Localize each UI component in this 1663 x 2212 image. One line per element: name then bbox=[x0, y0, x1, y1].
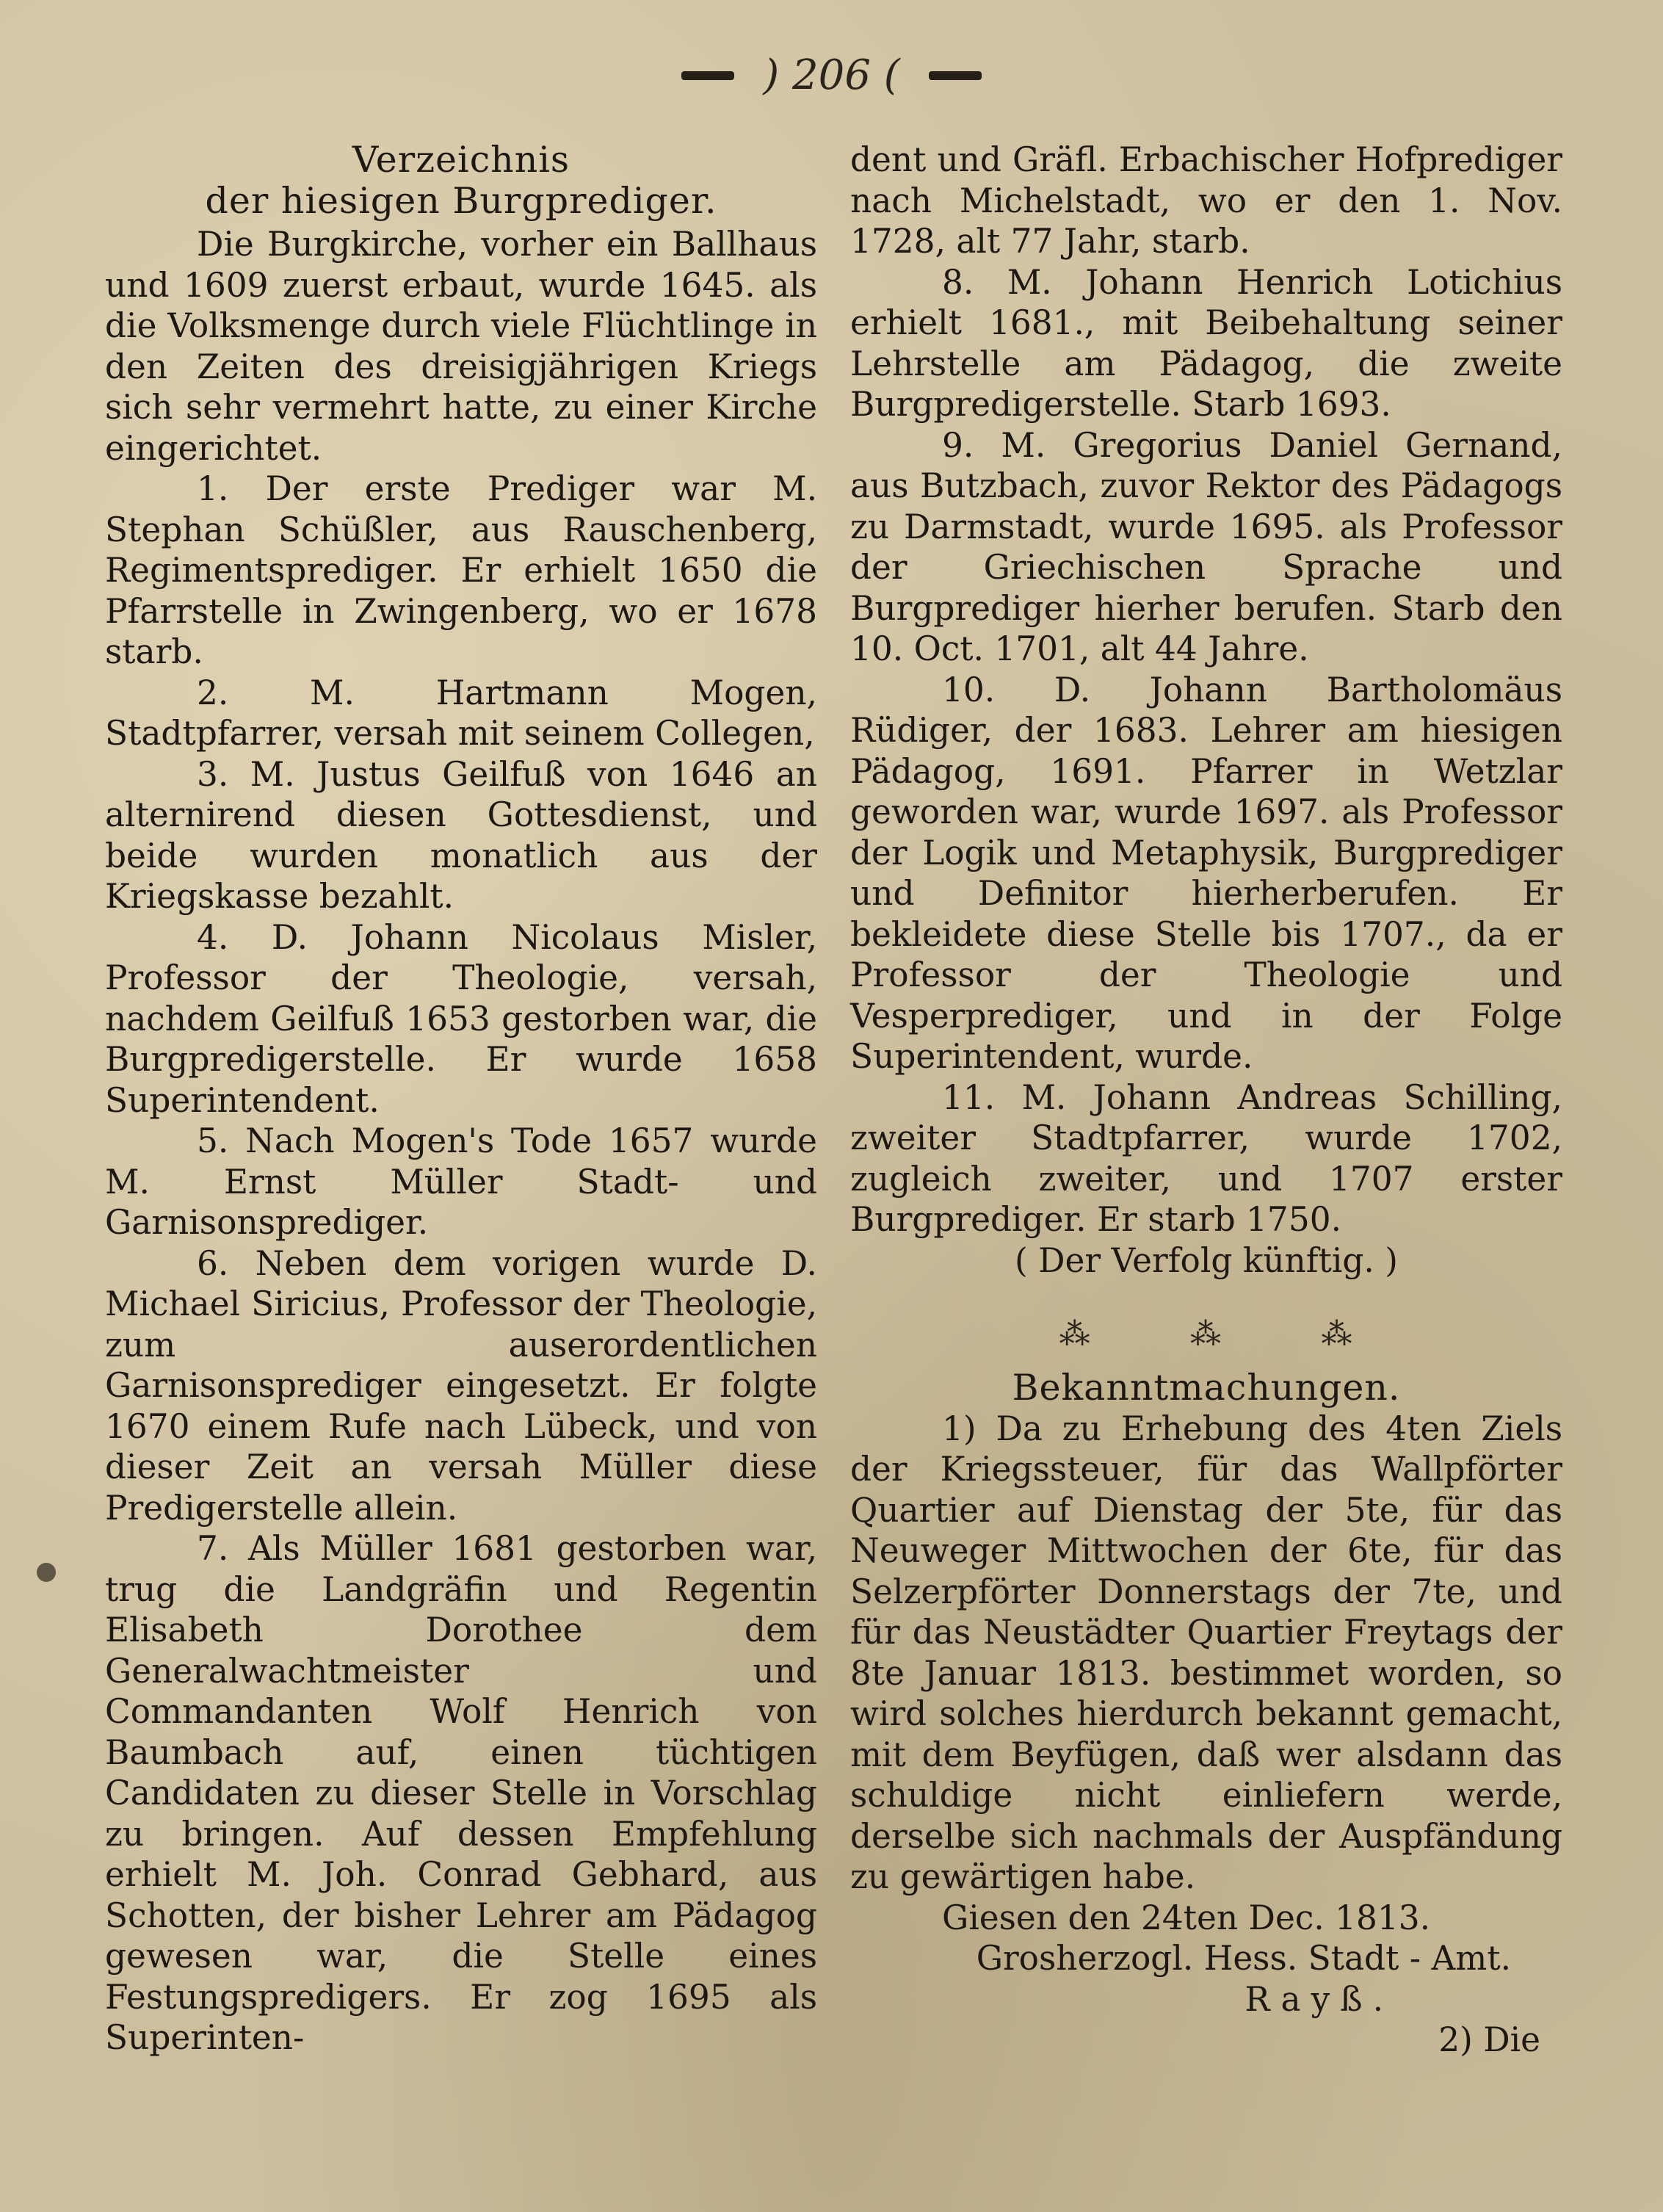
to-be-continued-note: ( Der Verfolg künftig. ) bbox=[1015, 1240, 1398, 1280]
ink-spot bbox=[37, 1563, 56, 1582]
asterism-icon: ⁂ bbox=[1190, 1316, 1222, 1352]
page-number: ) 206 ( bbox=[763, 51, 900, 99]
section-title-line2: der hiesigen Burgprediger. bbox=[205, 179, 717, 222]
list-item: 10. D. Johann Bartholomäus Rüdiger, der 1683. Lehrer am hiesigen Pädagog, 1691. Pfarrer in Wetzlar geworden war, wurde 1697. als Professor der Logik und Metaphysik, Burgprediger und Definitor hierherberufen. Er bekleidete diese Stelle bis 1707., da er Professor der Theologie und Vesperprediger, und in der Folge Superintendent, wurde. bbox=[850, 670, 1562, 1076]
list-item: 4. D. Johann Nicolaus Misler, Professor der Theologie, versah, nachdem Geilfuß 1653 gestorben war, die Burgpredigerstelle. Er wurde 1658 Superintendent. bbox=[105, 917, 817, 1120]
list-item: 8. M. Johann Henrich Lotichius erhielt 1681., mit Beibehaltung seiner Lehrstelle am Pädagog, die zweite Burgpredigerstelle. Starb 1693. bbox=[850, 262, 1562, 424]
right-column bbox=[850, 140, 1562, 2061]
catchword: 2) Die bbox=[1438, 2020, 1540, 2059]
list-item: 11. M. Johann Andreas Schilling, zweiter Stadtpfarrer, wurde 1702, zugleich zweiter, und 1707 erster Burgprediger. Er starb 1750. bbox=[850, 1077, 1562, 1239]
notices-heading: Bekanntmachungen. bbox=[1012, 1367, 1401, 1409]
notice-paragraph: 1) Da zu Erhebung des 4ten Ziels der Kriegssteuer, für das Wallpförter Quartier auf Dienstag der 5te, für das Neuweger Mittwochen der 6te, für das Selzerpförter Donnerstags der 7te, und für das Neustädter Quartier Freytags der 8te Januar 1813. bestimmet worden, so wird solches hierdurch bekannt gemacht, mit dem Beyfügen, daß wer alsdann das schuldige nicht einliefern werde, derselbe sich nachmals der Auspfändung zu gewärtigen habe. bbox=[850, 1409, 1562, 1896]
right-dash-ornament bbox=[929, 71, 982, 80]
list-item: 9. M. Gregorius Daniel Gernand, aus Butzbach, zuvor Rektor des Pädagogs zu Darmstadt, wurde 1695. als Professor der Griechischen Sprache und Burgprediger hierher berufen. Starb den 10. Oct. 1701, alt 44 Jahre. bbox=[850, 425, 1562, 668]
left-dash-ornament bbox=[681, 71, 734, 80]
list-item: 6. Neben dem vorigen wurde D. Michael Siricius, Professor der Theologie, zum auserordentlichen Garnisonsprediger eingesetzt. Er folgte 1670 einem Rufe nach Lübeck, und von dieser Zeit an versah Müller diese Predigerstelle allein. bbox=[105, 1243, 817, 1528]
list-item: 5. Nach Mogen's Tode 1657 wurde M. Ernst Müller Stadt- und Garnisonsprediger. bbox=[105, 1121, 817, 1242]
list-item: 1. Der erste Prediger war M. Stephan Schüßler, aus Rauschenberg, Regimentsprediger. Er erhielt 1650 die Pfarrstelle in Zwingenberg, wo er 1678 starb. bbox=[105, 469, 817, 671]
section-title-line1: Verzeichnis bbox=[352, 139, 570, 181]
intro-paragraph: Die Burgkirche, vorher ein Ballhaus und 1609 zuerst erbaut, wurde 1645. als die Volksmenge durch viele Flüchtlinge in den Zeiten des dreisigjährigen Kriegs sich sehr vermehrt hatte, zu einer Kirche eingerichtet. bbox=[105, 225, 817, 468]
list-item: 7. Als Müller 1681 gestorben war, trug die Landgräfin und Regentin Elisabeth Dorothee dem Generalwachtmeister und Commandanten Wolf Henrich von Baumbach auf, einen tüchtigen Candidaten zu dieser Stelle in Vorschlag zu bringen. Auf dessen Empfehlung erhielt M. Joh. Conrad Gebhard, aus Schotten, der bisher Lehrer am Pädagog gewesen war, die Stelle eines Festungspredigers. Er zog 1695 als Superinten- bbox=[105, 1529, 817, 2057]
place-date-line: Giesen den 24ten Dec. 1813. bbox=[942, 1898, 1431, 1937]
section-divider-ornament bbox=[850, 1313, 1562, 1352]
page-header bbox=[0, 51, 1663, 110]
left-column bbox=[105, 140, 817, 2059]
signatory-name: Rayß. bbox=[1244, 1979, 1394, 2019]
asterism-icon: ⁂ bbox=[1059, 1316, 1092, 1352]
list-item: 3. M. Justus Geilfuß von 1646 an alternirend diesen Gottesdienst, und beide wurden monatlich aus der Kriegskasse bezahlt. bbox=[105, 754, 817, 916]
issuing-authority: Grosherzogl. Hess. Stadt - Amt. bbox=[976, 1939, 1511, 1978]
list-item: 2. M. Hartmann Mogen, Stadtpfarrer, versah mit seinem Collegen, bbox=[105, 673, 817, 753]
continued-entry: dent und Gräfl. Erbachischer Hofprediger nach Michelstadt, wo er den 1. Nov. 1728, alt 77 Jahr, starb. bbox=[850, 140, 1562, 261]
asterism-icon: ⁂ bbox=[1321, 1316, 1354, 1352]
